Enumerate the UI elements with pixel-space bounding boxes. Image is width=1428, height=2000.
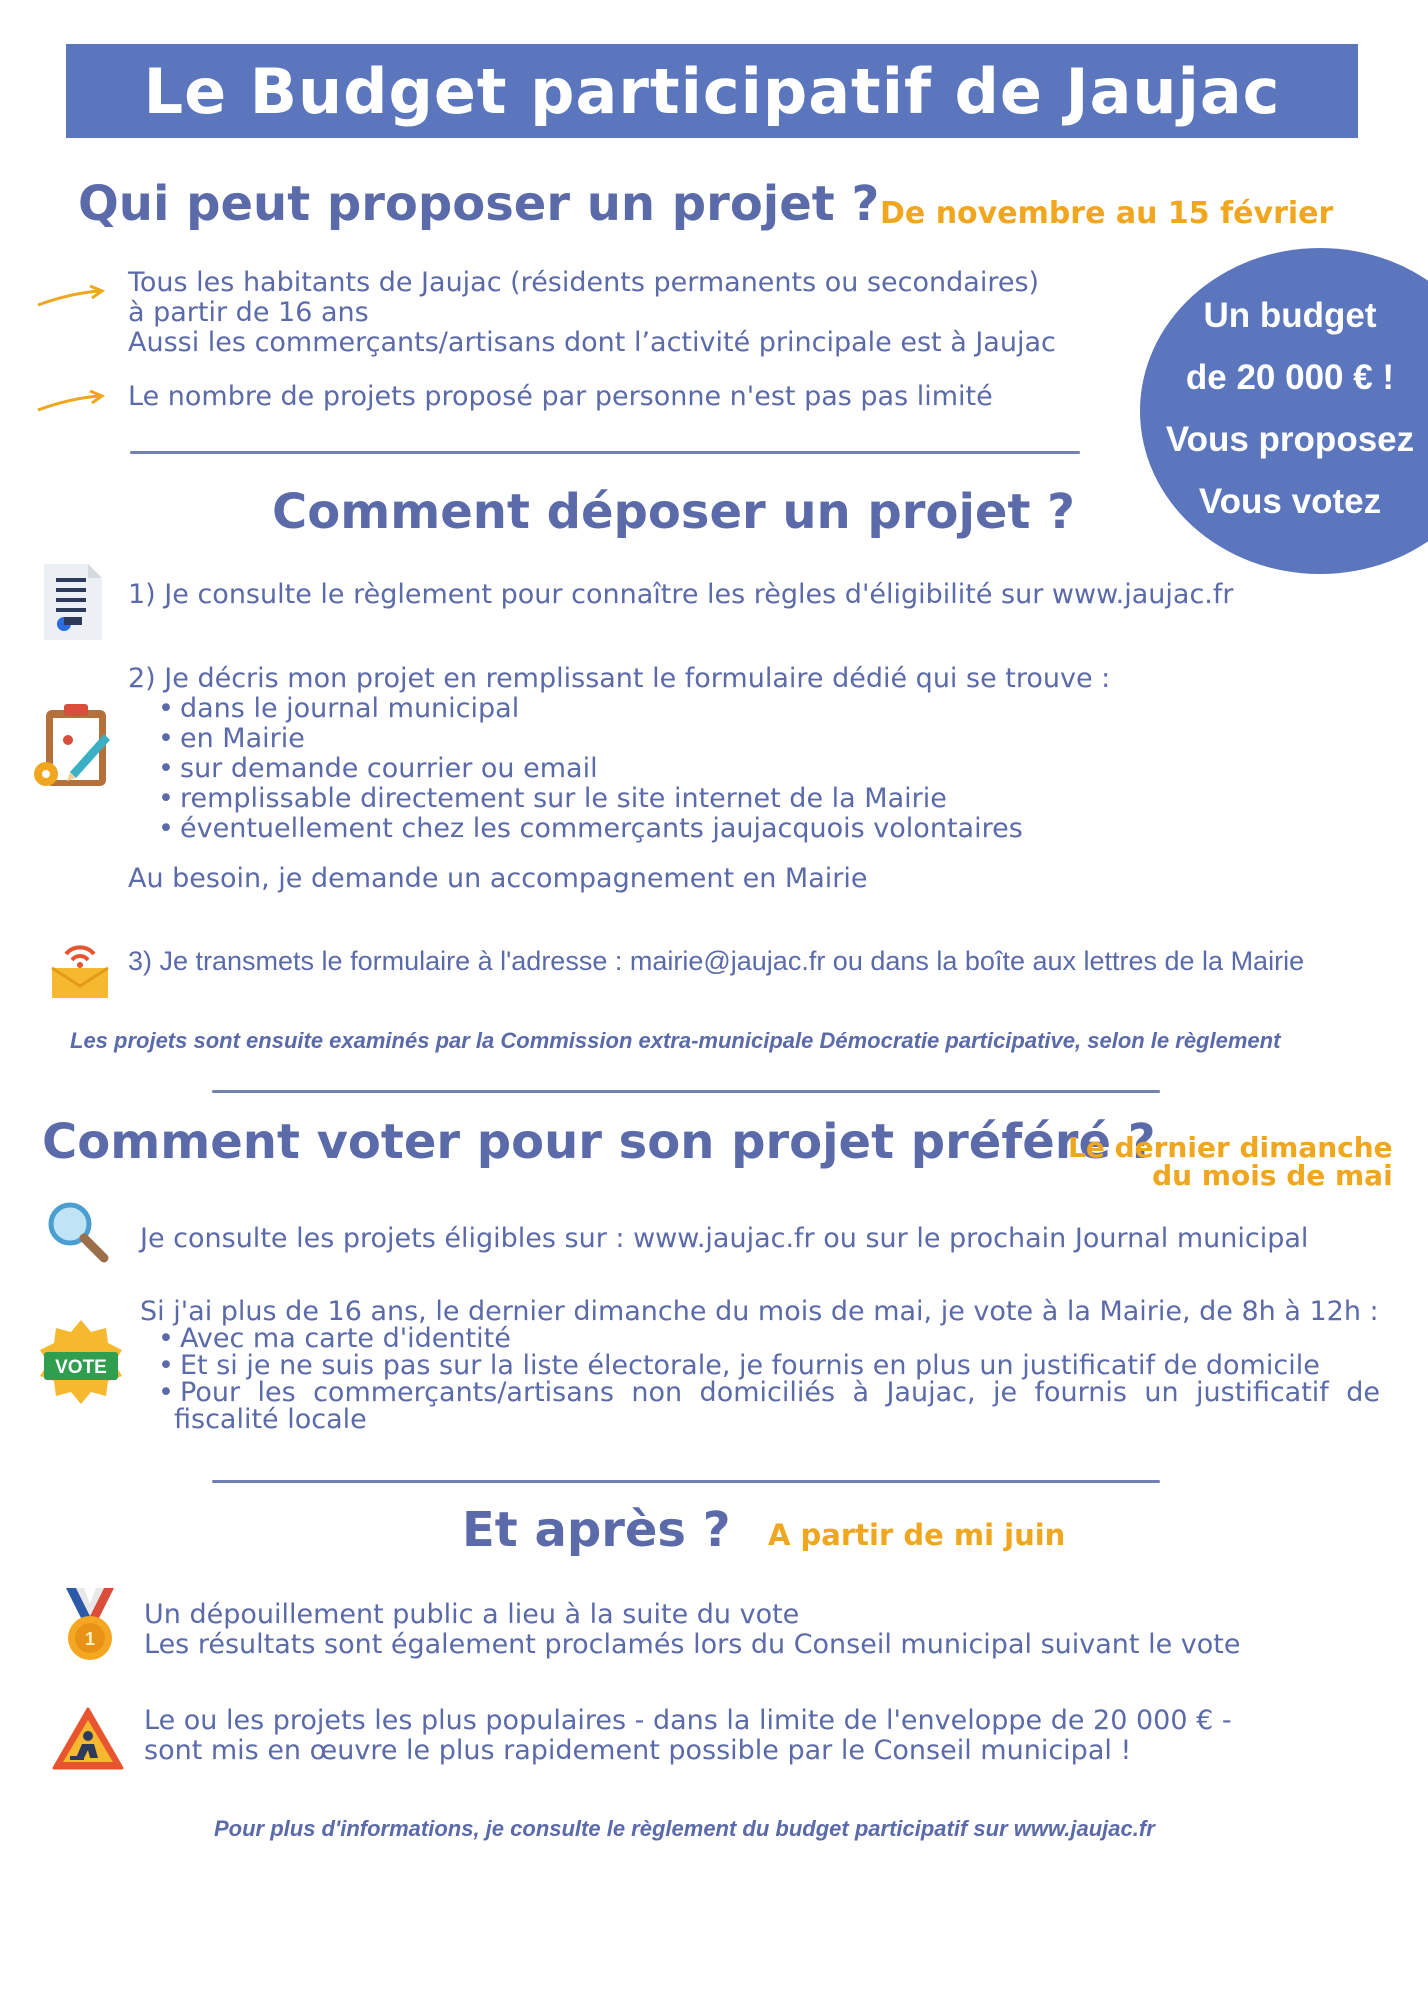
circle-line4: Vous votez [1198, 482, 1382, 521]
section1-heading: Qui peut proposer un projet ? [78, 176, 880, 232]
section4-period: A partir de mi juin [768, 1518, 1066, 1552]
circle-line3: Vous proposez [1165, 420, 1415, 459]
step3-text: 3) Je transmets le formulaire à l'adresse : mairie@jaujac.fr ou dans la boîte aux lettres de la Mairie [128, 946, 1305, 976]
page-title: Le Budget participatif de Jaujac [66, 44, 1358, 138]
footer-note: Pour plus d'informations, je consulte le règlement du budget participatif sur www.jaujac.fr [214, 1816, 1155, 1841]
budget-circle [1140, 248, 1428, 574]
list-item: • en Mairie [180, 724, 1110, 754]
list-item: • Avec ma carte d'identité [180, 1325, 1390, 1352]
divider [212, 1480, 1160, 1483]
vote-continuation: fiscalité locale [174, 1404, 367, 1435]
help-text: Au besoin, je demande un accompagnement en Mairie [128, 863, 868, 894]
period-line1: Le dernier dimanche [1068, 1131, 1393, 1164]
after-item2-line2: sont mis en œuvre le plus rapidement possible par le Conseil municipal ! [144, 1735, 1132, 1766]
arrow-icon [36, 285, 106, 311]
after-item2-line1: Le ou les projets les plus populaires - dans la limite de l'enveloppe de 20 000 € - [144, 1705, 1232, 1736]
section4-heading: Et après ? [462, 1502, 731, 1558]
section1-item2: Le nombre de projets proposé par personne n'est pas pas limité [128, 381, 993, 412]
step2-block [128, 664, 1110, 844]
list-item: • dans le journal municipal [180, 694, 1110, 724]
medal-icon [58, 1586, 122, 1664]
section3-heading: Comment voter pour son projet préféré ? [42, 1114, 1156, 1170]
vote-badge-icon [38, 1318, 124, 1404]
circle-line1: Un budget [1203, 296, 1377, 335]
item1-line1: Tous les habitants de Jaujac (résidents permanents ou secondaires) [128, 267, 1040, 298]
svg-text:1: 1 [84, 1629, 96, 1649]
list-item: • Et si je ne suis pas sur la liste électorale, je fournis en plus un justificatif de domicile [180, 1352, 1390, 1379]
section2-heading: Comment déposer un projet ? [272, 484, 1075, 540]
magnifier-icon [46, 1200, 110, 1264]
vote-badge-label: VOTE [55, 1357, 107, 1378]
list-item: • Pour les commerçants/artisans non domiciliés à Jaujac, je fournis un justificatif de [180, 1379, 1380, 1406]
arrow-icon [36, 390, 106, 416]
step2-text: 2) Je décris mon projet en remplissant le formulaire dédié qui se trouve : [128, 663, 1111, 694]
section1-period: De novembre au 15 février [880, 196, 1334, 231]
list-item: • sur demande courrier ou email [180, 754, 1110, 784]
after-item1 [144, 1600, 1240, 1660]
after-item1-line1: Un dépouillement public a lieu à la suite du vote [144, 1599, 800, 1630]
after-item2 [144, 1706, 1232, 1766]
circle-line2: de 20 000 € ! [1185, 358, 1395, 397]
clipboard-icon [30, 700, 118, 792]
consult-text: Je consulte les projets éligibles sur : www.jaujac.fr ou sur le prochain Journal municipal [140, 1223, 1309, 1254]
divider [212, 1090, 1160, 1093]
document-icon [42, 562, 104, 642]
step1-text: 1) Je consulte le règlement pour connaître les règles d'éligibilité sur www.jaujac.fr [128, 579, 1234, 610]
section3-period [1068, 1131, 1393, 1192]
period-line2: du mois de mai [1152, 1159, 1393, 1192]
divider [130, 451, 1080, 454]
item1-line3: Aussi les commerçants/artisans dont l’activité principale est à Jaujac [128, 327, 1056, 358]
vote-list [152, 1325, 1390, 1406]
email-icon [48, 940, 112, 1000]
item1-line2: à partir de 16 ans [128, 297, 369, 328]
section1-item1 [128, 268, 1056, 358]
vote-intro: Si j'ai plus de 16 ans, le dernier dimanche du mois de mai, je vote à la Mairie, de 8h à 12h : [140, 1296, 1379, 1327]
list-item: • remplissable directement sur le site internet de la Mairie [180, 784, 1110, 814]
vote-block [140, 1298, 1390, 1433]
commission-note: Les projets sont ensuite examinés par la Commission extra-municipale Démocratie participative, selon le règlement [70, 1028, 1281, 1053]
list-item: • éventuellement chez les commerçants jaujacquois volontaires [180, 814, 1110, 844]
step2-list [152, 694, 1110, 844]
roadwork-icon [52, 1706, 124, 1772]
after-item1-line2: Les résultats sont également proclamés lors du Conseil municipal suivant le vote [144, 1629, 1241, 1660]
